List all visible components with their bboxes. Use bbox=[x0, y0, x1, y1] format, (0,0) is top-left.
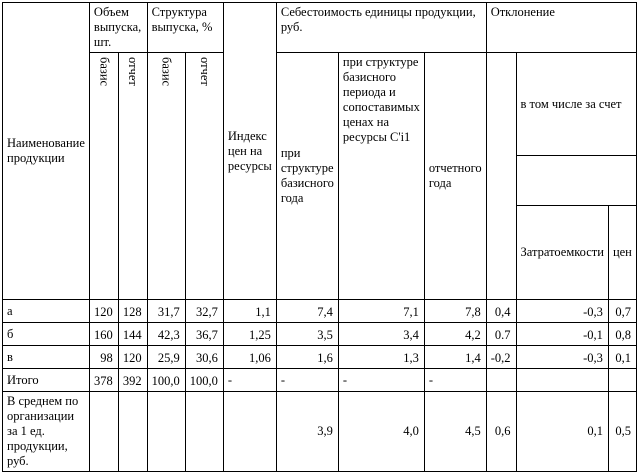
cell-cost-base: 3,5 bbox=[276, 323, 338, 346]
table-row bbox=[3, 346, 637, 369]
cell-vol-report bbox=[118, 392, 147, 472]
cell-str-report: 36,7 bbox=[185, 323, 223, 346]
header-deviation-total bbox=[486, 53, 516, 300]
table-row-average bbox=[3, 392, 637, 472]
cell-dev: -0,2 bbox=[486, 346, 516, 369]
cell-str-base bbox=[147, 392, 185, 472]
header-deviation: Отклонение bbox=[486, 3, 636, 53]
header-structure: Структура выпуска, % bbox=[147, 3, 223, 53]
cell-dev-prices: 0,5 bbox=[608, 392, 636, 472]
cell-dev-prices: 0,1 bbox=[608, 346, 636, 369]
cell-str-report: 100,0 bbox=[185, 369, 223, 392]
cell-vol-base: 378 bbox=[89, 369, 118, 392]
cell-dev-prices: 0,7 bbox=[608, 300, 636, 323]
header-including: в том числе за счет bbox=[516, 53, 637, 156]
cell-index: 1,06 bbox=[223, 346, 276, 369]
cost-analysis-table bbox=[2, 2, 637, 472]
row-name: В среднем по организации за 1 ед. продукции, руб. bbox=[3, 392, 90, 472]
cell-vol-base: 160 bbox=[89, 323, 118, 346]
cell-str-report bbox=[185, 392, 223, 472]
cell-dev-costs: 0,1 bbox=[516, 392, 608, 472]
cell-index: - bbox=[223, 369, 276, 392]
cell-str-base: 42,3 bbox=[147, 323, 185, 346]
cell-cost-base: 1,6 bbox=[276, 346, 338, 369]
cell-vol-base bbox=[89, 392, 118, 472]
header-price-index: Индекс цен на ресурсы bbox=[223, 3, 276, 300]
cell-dev-costs bbox=[516, 369, 608, 392]
row-name: а bbox=[3, 300, 90, 323]
cell-cost-report: 4,2 bbox=[424, 323, 486, 346]
cell-cost-period: 1,3 bbox=[338, 346, 424, 369]
header-name: Наименование продукции bbox=[3, 3, 90, 300]
cell-cost-report: - bbox=[424, 369, 486, 392]
header-prices: цен bbox=[608, 206, 636, 300]
cell-dev-costs: -0,1 bbox=[516, 323, 608, 346]
cell-str-base: 25,9 bbox=[147, 346, 185, 369]
header-volume-report: отчет bbox=[118, 53, 147, 300]
cell-str-base: 31,7 bbox=[147, 300, 185, 323]
header-structure-base: базис bbox=[147, 53, 185, 300]
cell-dev bbox=[486, 369, 516, 392]
cell-index: 1,25 bbox=[223, 323, 276, 346]
cell-cost-base: - bbox=[276, 369, 338, 392]
row-name: в bbox=[3, 346, 90, 369]
cell-cost-period: 7,1 bbox=[338, 300, 424, 323]
cell-cost-base: 7,4 bbox=[276, 300, 338, 323]
table-wrapper bbox=[2, 2, 637, 472]
table-row-total bbox=[3, 369, 637, 392]
cell-dev-prices bbox=[608, 369, 636, 392]
cell-dev: 0.7 bbox=[486, 323, 516, 346]
cell-cost-report: 7,8 bbox=[424, 300, 486, 323]
cell-dev: 0,4 bbox=[486, 300, 516, 323]
cell-dev-costs: -0,3 bbox=[516, 300, 608, 323]
cell-index: 1,1 bbox=[223, 300, 276, 323]
cell-dev-costs: -0,3 bbox=[516, 346, 608, 369]
cell-cost-period: - bbox=[338, 369, 424, 392]
cell-str-report: 30,6 bbox=[185, 346, 223, 369]
header-volume: Объем выпуска, шт. bbox=[89, 3, 147, 53]
row-name: Итого bbox=[3, 369, 90, 392]
cell-cost-period: 4,0 bbox=[338, 392, 424, 472]
table-row bbox=[3, 323, 637, 346]
header-costs: Затратоемкости bbox=[516, 206, 608, 300]
cell-dev-prices: 0,8 bbox=[608, 323, 636, 346]
cell-cost-base: 3,9 bbox=[276, 392, 338, 472]
cell-dev: 0,6 bbox=[486, 392, 516, 472]
header-cost-base-period: при структуре базисного периода и сопоставимых ценах на ресурсы C'i1 bbox=[338, 53, 424, 300]
cell-vol-report: 392 bbox=[118, 369, 147, 392]
cell-vol-report: 128 bbox=[118, 300, 147, 323]
header-cost-report: отчетного года bbox=[424, 53, 486, 300]
cell-cost-report: 4,5 bbox=[424, 392, 486, 472]
row-name: б bbox=[3, 323, 90, 346]
header-cost: Себестоимость единицы продукции, руб. bbox=[276, 3, 486, 53]
cell-str-report: 32,7 bbox=[185, 300, 223, 323]
header-structure-report: отчет bbox=[185, 53, 223, 300]
cell-vol-report: 120 bbox=[118, 346, 147, 369]
cell-vol-base: 98 bbox=[89, 346, 118, 369]
cell-cost-period: 3,4 bbox=[338, 323, 424, 346]
header-cost-base-structure: при структуре базисного года bbox=[276, 53, 338, 300]
cell-vol-base: 120 bbox=[89, 300, 118, 323]
cell-index bbox=[223, 392, 276, 472]
header-volume-base: базис bbox=[89, 53, 118, 300]
cell-str-base: 100,0 bbox=[147, 369, 185, 392]
cell-cost-report: 1,4 bbox=[424, 346, 486, 369]
table-row bbox=[3, 300, 637, 323]
cell-vol-report: 144 bbox=[118, 323, 147, 346]
header-including-spacer bbox=[516, 156, 637, 206]
